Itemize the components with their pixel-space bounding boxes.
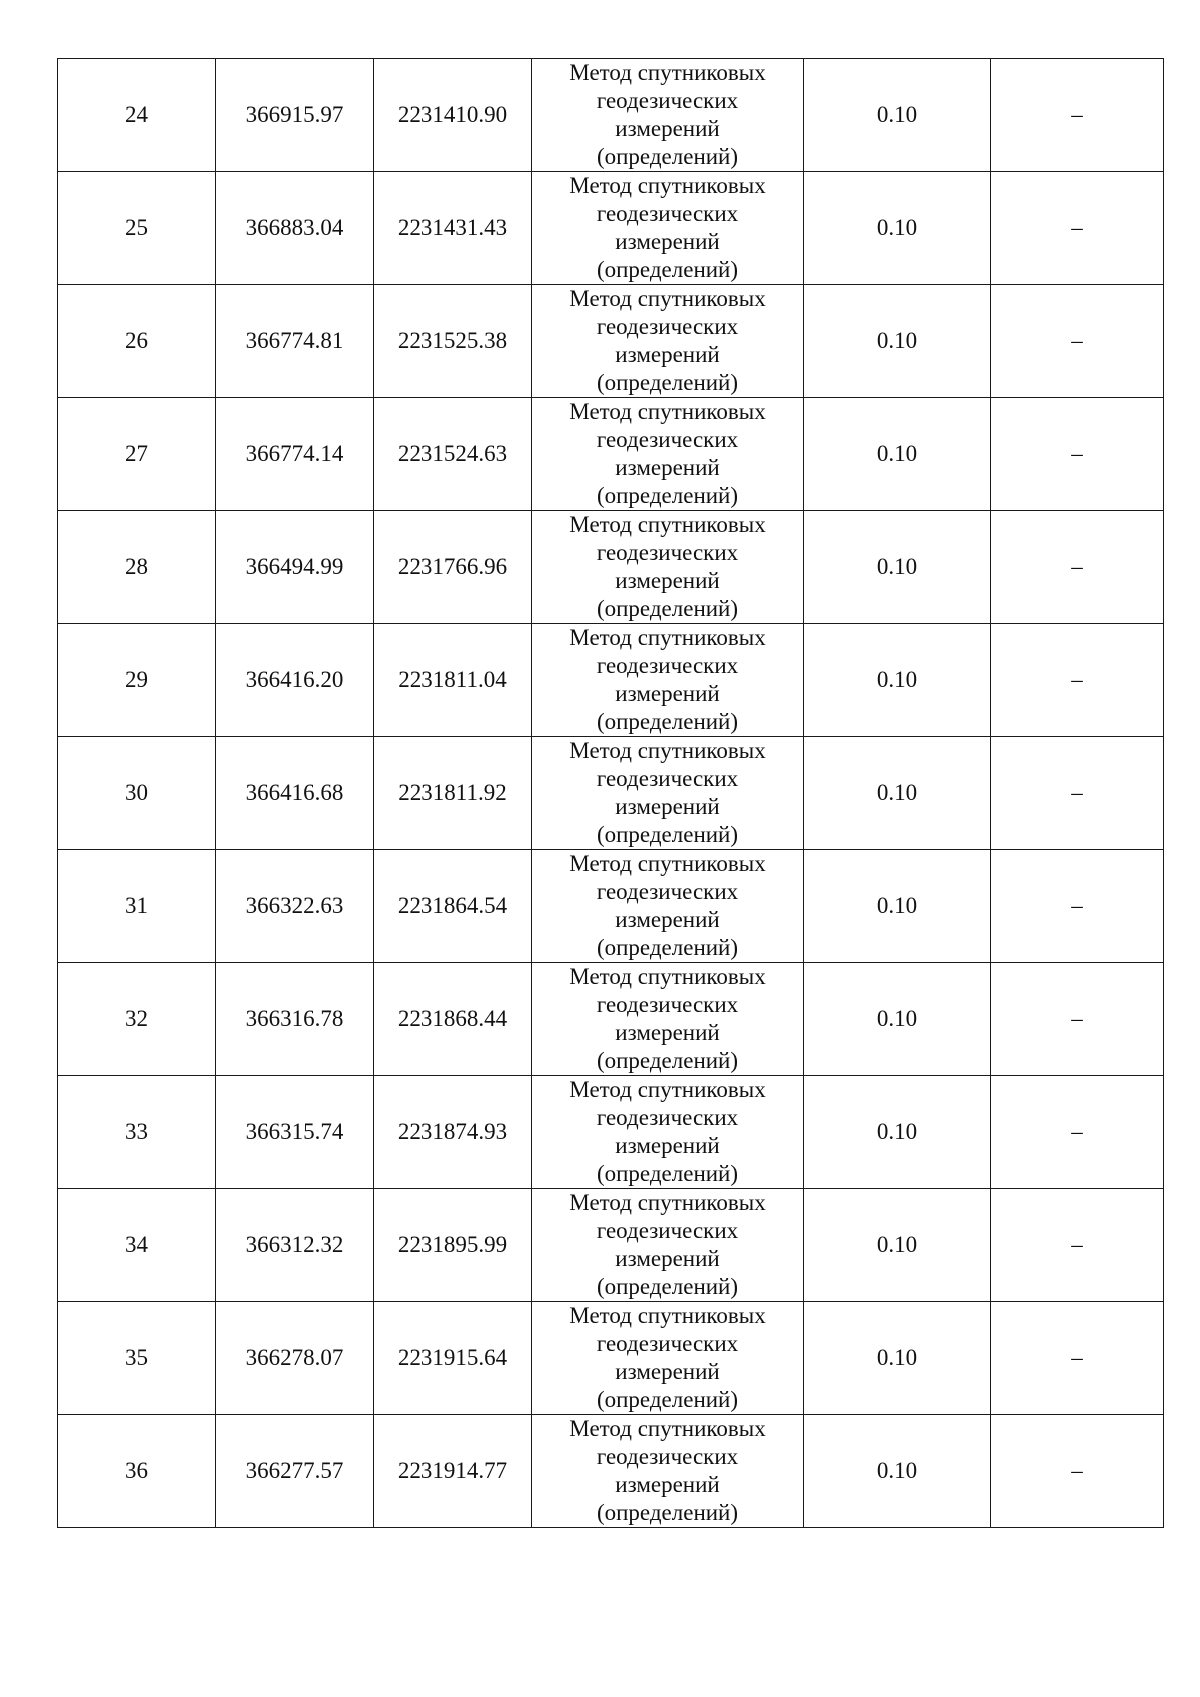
table-row bbox=[58, 1076, 1164, 1189]
note-cell: – bbox=[991, 1189, 1164, 1302]
method-text-line: измерений bbox=[615, 116, 720, 141]
coordinate-x-cell: 366883.04 bbox=[216, 172, 374, 285]
method-text-line: измерений bbox=[615, 907, 720, 932]
coordinate-x-cell: 366322.63 bbox=[216, 850, 374, 963]
method-text-line: измерений bbox=[615, 1020, 720, 1045]
method-text-line: Метод спутниковых bbox=[569, 851, 766, 876]
precision-cell: 0.10 bbox=[804, 172, 991, 285]
method-cell bbox=[532, 511, 804, 624]
method-cell bbox=[532, 398, 804, 511]
method-text-line: геодезических bbox=[596, 653, 739, 678]
point-number-cell: 33 bbox=[58, 1076, 216, 1189]
method-text-line: Метод спутниковых bbox=[569, 1190, 766, 1215]
method-text-line: геодезических bbox=[596, 1218, 739, 1243]
method-text-line: измерений bbox=[615, 1472, 720, 1497]
note-cell: – bbox=[991, 963, 1164, 1076]
method-cell bbox=[532, 963, 804, 1076]
method-text-line: Метод спутниковых bbox=[569, 964, 766, 989]
precision-cell: 0.10 bbox=[804, 285, 991, 398]
method-text-line: геодезических bbox=[596, 992, 739, 1017]
coordinate-x-cell: 366416.20 bbox=[216, 624, 374, 737]
method-cell bbox=[532, 172, 804, 285]
precision-cell: 0.10 bbox=[804, 737, 991, 850]
point-number-cell: 25 bbox=[58, 172, 216, 285]
note-cell: – bbox=[991, 59, 1164, 172]
method-text-line: (определений) bbox=[596, 370, 739, 395]
coordinate-y-cell: 2231525.38 bbox=[374, 285, 532, 398]
coordinate-y-cell: 2231410.90 bbox=[374, 59, 532, 172]
coordinate-y-cell: 2231868.44 bbox=[374, 963, 532, 1076]
note-cell: – bbox=[991, 285, 1164, 398]
method-text-line: Метод спутниковых bbox=[569, 60, 766, 85]
precision-cell: 0.10 bbox=[804, 1189, 991, 1302]
point-number-cell: 32 bbox=[58, 963, 216, 1076]
coordinate-x-cell: 366316.78 bbox=[216, 963, 374, 1076]
method-text-line: геодезических bbox=[596, 766, 739, 791]
precision-cell: 0.10 bbox=[804, 1076, 991, 1189]
coordinate-y-cell: 2231914.77 bbox=[374, 1415, 532, 1528]
note-cell: – bbox=[991, 624, 1164, 737]
method-text-line: (определений) bbox=[596, 1161, 739, 1186]
coordinate-y-cell: 2231766.96 bbox=[374, 511, 532, 624]
coordinate-x-cell: 366774.14 bbox=[216, 398, 374, 511]
table-row bbox=[58, 172, 1164, 285]
precision-cell: 0.10 bbox=[804, 511, 991, 624]
method-text-line: измерений bbox=[615, 342, 720, 367]
point-number-cell: 29 bbox=[58, 624, 216, 737]
method-cell bbox=[532, 1302, 804, 1415]
method-text-line: измерений bbox=[615, 455, 720, 480]
method-cell bbox=[532, 285, 804, 398]
coordinate-y-cell: 2231811.92 bbox=[374, 737, 532, 850]
method-cell bbox=[532, 850, 804, 963]
method-text-line: геодезических bbox=[596, 1331, 739, 1356]
coordinate-x-cell: 366312.32 bbox=[216, 1189, 374, 1302]
method-text-line: измерений bbox=[615, 568, 720, 593]
method-text-line: (определений) bbox=[596, 1387, 739, 1412]
method-text-line: измерений bbox=[615, 681, 720, 706]
table-row bbox=[58, 1302, 1164, 1415]
coordinate-x-cell: 366915.97 bbox=[216, 59, 374, 172]
coordinate-y-cell: 2231431.43 bbox=[374, 172, 532, 285]
method-text-line: измерений bbox=[615, 1246, 720, 1271]
method-text-line: (определений) bbox=[596, 596, 739, 621]
coordinate-y-cell: 2231811.04 bbox=[374, 624, 532, 737]
coordinate-y-cell: 2231874.93 bbox=[374, 1076, 532, 1189]
table-row bbox=[58, 285, 1164, 398]
coordinates-table-body bbox=[58, 59, 1164, 1528]
method-text-line: (определений) bbox=[596, 1500, 739, 1525]
point-number-cell: 27 bbox=[58, 398, 216, 511]
point-number-cell: 35 bbox=[58, 1302, 216, 1415]
precision-cell: 0.10 bbox=[804, 850, 991, 963]
method-text-line: геодезических bbox=[596, 201, 739, 226]
method-cell bbox=[532, 1415, 804, 1528]
coordinate-x-cell: 366278.07 bbox=[216, 1302, 374, 1415]
note-cell: – bbox=[991, 1076, 1164, 1189]
method-cell bbox=[532, 737, 804, 850]
table-row bbox=[58, 511, 1164, 624]
point-number-cell: 30 bbox=[58, 737, 216, 850]
table-row bbox=[58, 963, 1164, 1076]
precision-cell: 0.10 bbox=[804, 624, 991, 737]
table-row bbox=[58, 59, 1164, 172]
method-text-line: Метод спутниковых bbox=[569, 512, 766, 537]
method-text-line: измерений bbox=[615, 1133, 720, 1158]
method-text-line: (определений) bbox=[596, 483, 739, 508]
method-cell bbox=[532, 1189, 804, 1302]
method-text-line: (определений) bbox=[596, 257, 739, 282]
table-row bbox=[58, 737, 1164, 850]
method-text-line: геодезических bbox=[596, 88, 739, 113]
method-text-line: (определений) bbox=[596, 1048, 739, 1073]
point-number-cell: 36 bbox=[58, 1415, 216, 1528]
method-text-line: геодезических bbox=[596, 427, 739, 452]
method-text-line: (определений) bbox=[596, 822, 739, 847]
point-number-cell: 24 bbox=[58, 59, 216, 172]
precision-cell: 0.10 bbox=[804, 1302, 991, 1415]
method-text-line: геодезических bbox=[596, 879, 739, 904]
point-number-cell: 31 bbox=[58, 850, 216, 963]
note-cell: – bbox=[991, 850, 1164, 963]
point-number-cell: 34 bbox=[58, 1189, 216, 1302]
method-text-line: Метод спутниковых bbox=[569, 286, 766, 311]
method-text-line: геодезических bbox=[596, 314, 739, 339]
table-row bbox=[58, 1415, 1164, 1528]
method-cell bbox=[532, 1076, 804, 1189]
coordinate-x-cell: 366277.57 bbox=[216, 1415, 374, 1528]
coordinate-y-cell: 2231864.54 bbox=[374, 850, 532, 963]
precision-cell: 0.10 bbox=[804, 59, 991, 172]
method-text-line: Метод спутниковых bbox=[569, 738, 766, 763]
coordinate-x-cell: 366494.99 bbox=[216, 511, 374, 624]
coordinate-x-cell: 366315.74 bbox=[216, 1076, 374, 1189]
note-cell: – bbox=[991, 511, 1164, 624]
coordinates-table bbox=[57, 58, 1164, 1528]
method-cell bbox=[532, 624, 804, 737]
method-text-line: геодезических bbox=[596, 1105, 739, 1130]
method-text-line: измерений bbox=[615, 229, 720, 254]
method-text-line: геодезических bbox=[596, 540, 739, 565]
method-text-line: Метод спутниковых bbox=[569, 625, 766, 650]
table-row bbox=[58, 850, 1164, 963]
coordinate-y-cell: 2231915.64 bbox=[374, 1302, 532, 1415]
method-text-line: Метод спутниковых bbox=[569, 399, 766, 424]
precision-cell: 0.10 bbox=[804, 1415, 991, 1528]
coordinate-x-cell: 366416.68 bbox=[216, 737, 374, 850]
method-text-line: (определений) bbox=[596, 709, 739, 734]
method-text-line: (определений) bbox=[596, 935, 739, 960]
coordinate-y-cell: 2231895.99 bbox=[374, 1189, 532, 1302]
table-row bbox=[58, 1189, 1164, 1302]
table-row bbox=[58, 398, 1164, 511]
note-cell: – bbox=[991, 737, 1164, 850]
note-cell: – bbox=[991, 398, 1164, 511]
method-text-line: Метод спутниковых bbox=[569, 173, 766, 198]
method-text-line: измерений bbox=[615, 1359, 720, 1384]
coordinate-y-cell: 2231524.63 bbox=[374, 398, 532, 511]
coordinate-x-cell: 366774.81 bbox=[216, 285, 374, 398]
method-text-line: геодезических bbox=[596, 1444, 739, 1469]
precision-cell: 0.10 bbox=[804, 963, 991, 1076]
method-text-line: Метод спутниковых bbox=[569, 1416, 766, 1441]
note-cell: – bbox=[991, 172, 1164, 285]
point-number-cell: 26 bbox=[58, 285, 216, 398]
note-cell: – bbox=[991, 1302, 1164, 1415]
point-number-cell: 28 bbox=[58, 511, 216, 624]
note-cell: – bbox=[991, 1415, 1164, 1528]
method-cell bbox=[532, 59, 804, 172]
method-text-line: (определений) bbox=[596, 144, 739, 169]
precision-cell: 0.10 bbox=[804, 398, 991, 511]
method-text-line: (определений) bbox=[596, 1274, 739, 1299]
method-text-line: Метод спутниковых bbox=[569, 1303, 766, 1328]
method-text-line: измерений bbox=[615, 794, 720, 819]
table-row bbox=[58, 624, 1164, 737]
method-text-line: Метод спутниковых bbox=[569, 1077, 766, 1102]
